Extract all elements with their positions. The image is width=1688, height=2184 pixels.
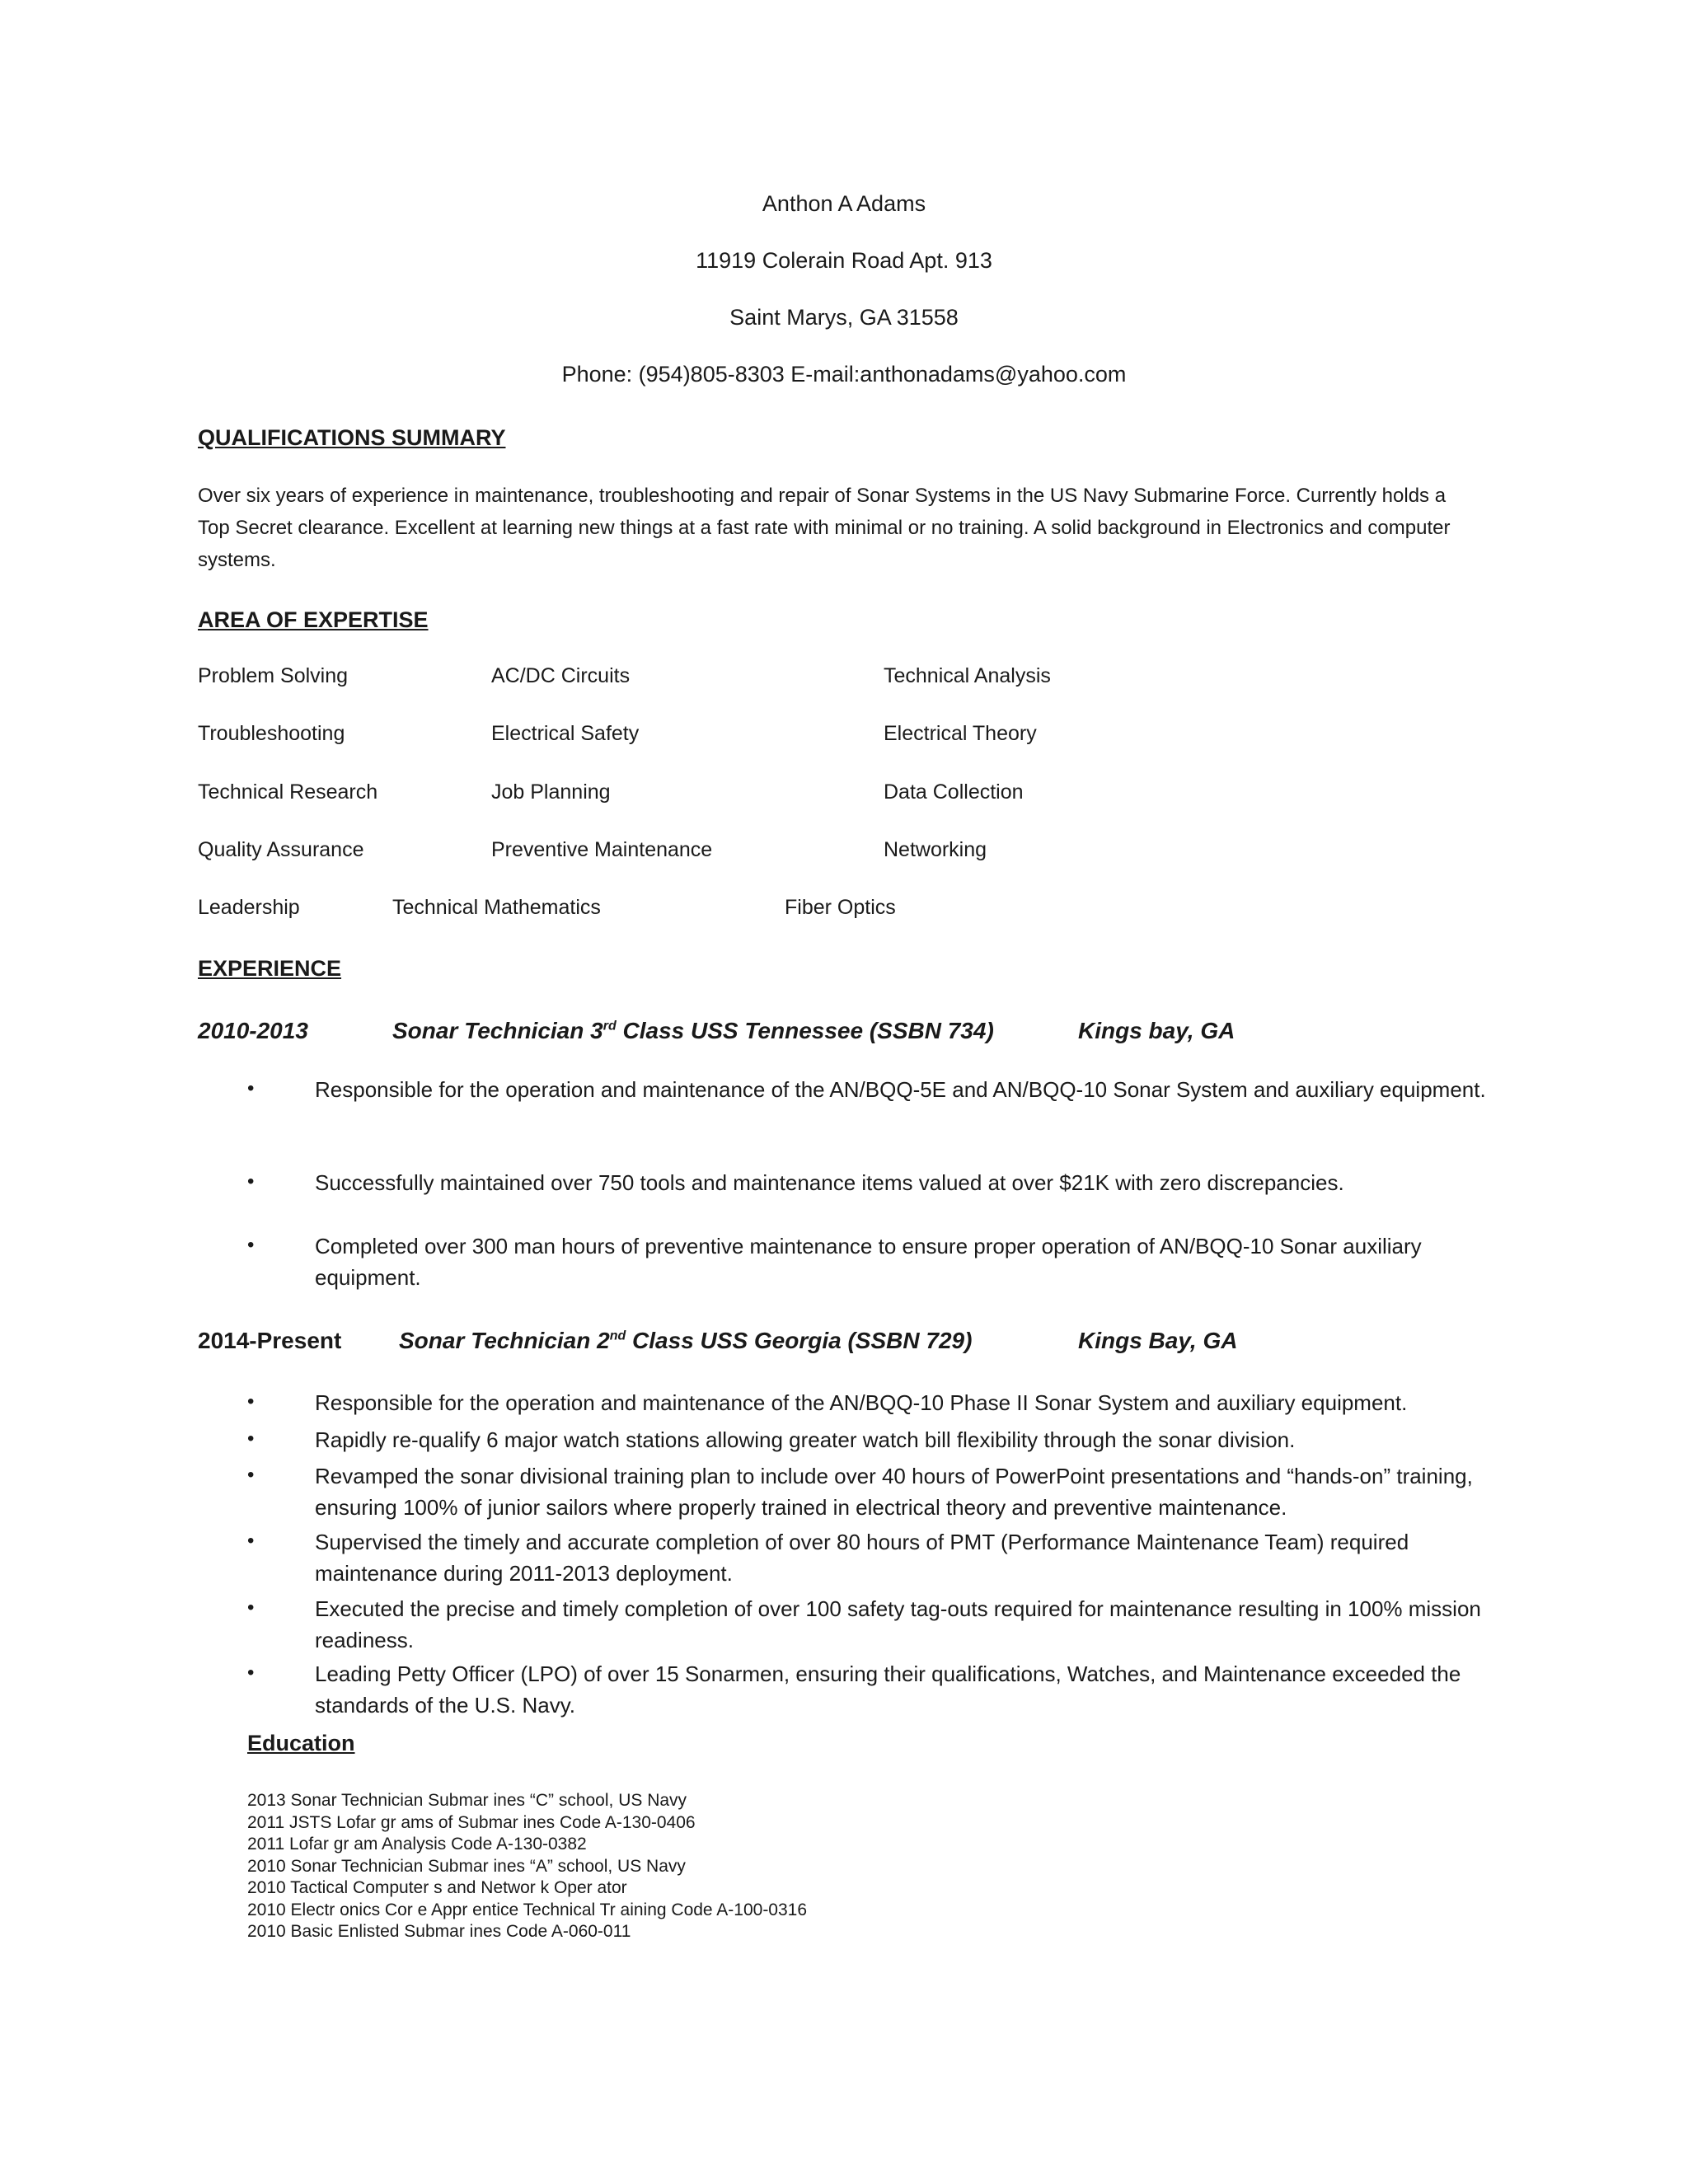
bullet-icon: •: [247, 1077, 255, 1099]
expertise-item: Job Planning: [491, 780, 611, 804]
education-item: 2011 JSTS Lofar gr ams of Submar ines Code A-130-0406: [247, 1812, 696, 1832]
bullet-icon: •: [247, 1427, 255, 1450]
job-title-ordinal: nd: [609, 1329, 626, 1343]
job-bullet: Responsible for the operation and maintenance of the AN/BQQ-10 Phase II Sonar System and auxiliary equipment.: [315, 1390, 1408, 1415]
job-years: 2010-2013: [198, 1018, 308, 1043]
qualifications-line: systems.: [198, 549, 276, 571]
education-item: 2010 Sonar Technician Submar ines “A” school, US Navy: [247, 1856, 686, 1876]
expertise-item: Electrical Safety: [491, 722, 640, 745]
education-item: 2010 Tactical Computer s and Networ k Oper ator: [247, 1878, 627, 1897]
qualifications-line: Over six years of experience in maintenance, troubleshooting and repair of Sonar Systems in the US Navy Submarine Force. Currently holds a: [198, 485, 1447, 507]
bullet-icon: •: [247, 1661, 255, 1684]
job-bullet: Rapidly re-qualify 6 major watch stations allowing greater watch bill flexibility through the sonar division.: [315, 1427, 1296, 1452]
bullet-icon: •: [247, 1530, 255, 1552]
job-title-ordinal: rd: [603, 1019, 617, 1033]
expertise-item: Problem Solving: [198, 664, 349, 687]
expertise-item: Technical Analysis: [884, 664, 1051, 687]
expertise-heading: AREA OF EXPERTISE: [198, 607, 429, 632]
expertise-item: Technical Mathematics: [392, 896, 601, 919]
job-bullet: Executed the precise and timely completion of over 100 safety tag-outs required for maintenance resulting in 100% mission readiness.: [315, 1596, 1481, 1652]
job-location: Kings Bay, GA: [1078, 1328, 1238, 1353]
contact-address: 11919 Colerain Road Apt. 913: [696, 248, 992, 273]
education-list: [247, 1790, 807, 1943]
bullet-icon: •: [247, 1464, 255, 1486]
bullet-icon: •: [247, 1234, 255, 1256]
education-item: 2011 Lofar gr am Analysis Code A-130-0382: [247, 1835, 587, 1854]
education-item: 2010 Electr onics Cor e Appr entice Technical Tr aining Code A-100-0316: [247, 1900, 808, 1919]
qualifications-summary: [198, 480, 1496, 576]
job-bullet: Completed over 300 man hours of preventive maintenance to ensure proper operation of AN/BQQ-10 Sonar auxiliary equipment.: [315, 1234, 1422, 1290]
contact-city: Saint Marys, GA 31558: [729, 305, 959, 330]
job-title: [392, 1018, 994, 1044]
expertise-item: Quality Assurance: [198, 838, 364, 861]
qualifications-line: Top Secret clearance. Excellent at learning new things at a fast rate with minimal or no training. A solid background in Electronics and computer: [198, 517, 1451, 539]
job-location: Kings bay, GA: [1078, 1018, 1236, 1043]
bullet-icon: •: [247, 1390, 255, 1413]
expertise-item: Electrical Theory: [884, 722, 1037, 745]
contact-phone-email: Phone: (954)805-8303 E-mail:anthonadams@yahoo.com: [561, 362, 1127, 387]
education-item: 2013 Sonar Technician Submar ines “C” school, US Navy: [247, 1791, 687, 1810]
job-title-text: Sonar Technician 3: [392, 1018, 603, 1043]
job-title-text: Class USS Georgia (SSBN 729): [626, 1328, 973, 1353]
job-title: [399, 1328, 972, 1354]
education-heading: Education: [247, 1731, 355, 1755]
job-title-text: Sonar Technician 2: [399, 1328, 610, 1353]
expertise-item: Fiber Optics: [785, 896, 896, 919]
expertise-item: Data Collection: [884, 780, 1024, 804]
job-years: 2014-Present: [198, 1328, 342, 1353]
bullet-icon: •: [247, 1170, 255, 1193]
job-bullet: Leading Petty Officer (LPO) of over 15 Sonarmen, ensuring their qualifications, Watches, and Maintenance exceeded the standards of the U.S. Navy.: [315, 1661, 1461, 1718]
experience-heading: EXPERIENCE: [198, 956, 342, 981]
qualifications-heading: QUALIFICATIONS SUMMARY: [198, 425, 506, 450]
expertise-item: Networking: [884, 838, 987, 861]
bullet-icon: •: [247, 1596, 255, 1619]
expertise-item: AC/DC Circuits: [491, 664, 631, 687]
job-bullet: Successfully maintained over 750 tools and maintenance items valued at over $21K with zero discrepancies.: [315, 1170, 1344, 1195]
expertise-item: Preventive Maintenance: [491, 838, 713, 861]
expertise-item: Leadership: [198, 896, 300, 919]
expertise-item: Technical Research: [198, 780, 378, 804]
job-bullet: Revamped the sonar divisional training plan to include over 40 hours of PowerPoint presentations and “hands-on” training, ensuring 100% of junior sailors where properly trained in electrical theory and preventive maintenance.: [315, 1464, 1473, 1520]
job-bullet: Responsible for the operation and maintenance of the AN/BQQ-5E and AN/BQQ-10 Sonar System and auxiliary equipment.: [315, 1077, 1486, 1102]
education-item: 2010 Basic Enlisted Submar ines Code A-060-011: [247, 1922, 631, 1941]
job-title-text: Class USS Tennessee (SSBN 734): [616, 1018, 994, 1043]
expertise-item: Troubleshooting: [198, 722, 345, 745]
contact-name: Anthon A Adams: [762, 191, 926, 216]
job-bullet: Supervised the timely and accurate completion of over 80 hours of PMT (Performance Maintenance Team) required maintenance during 2011-2013 deployment.: [315, 1530, 1409, 1586]
